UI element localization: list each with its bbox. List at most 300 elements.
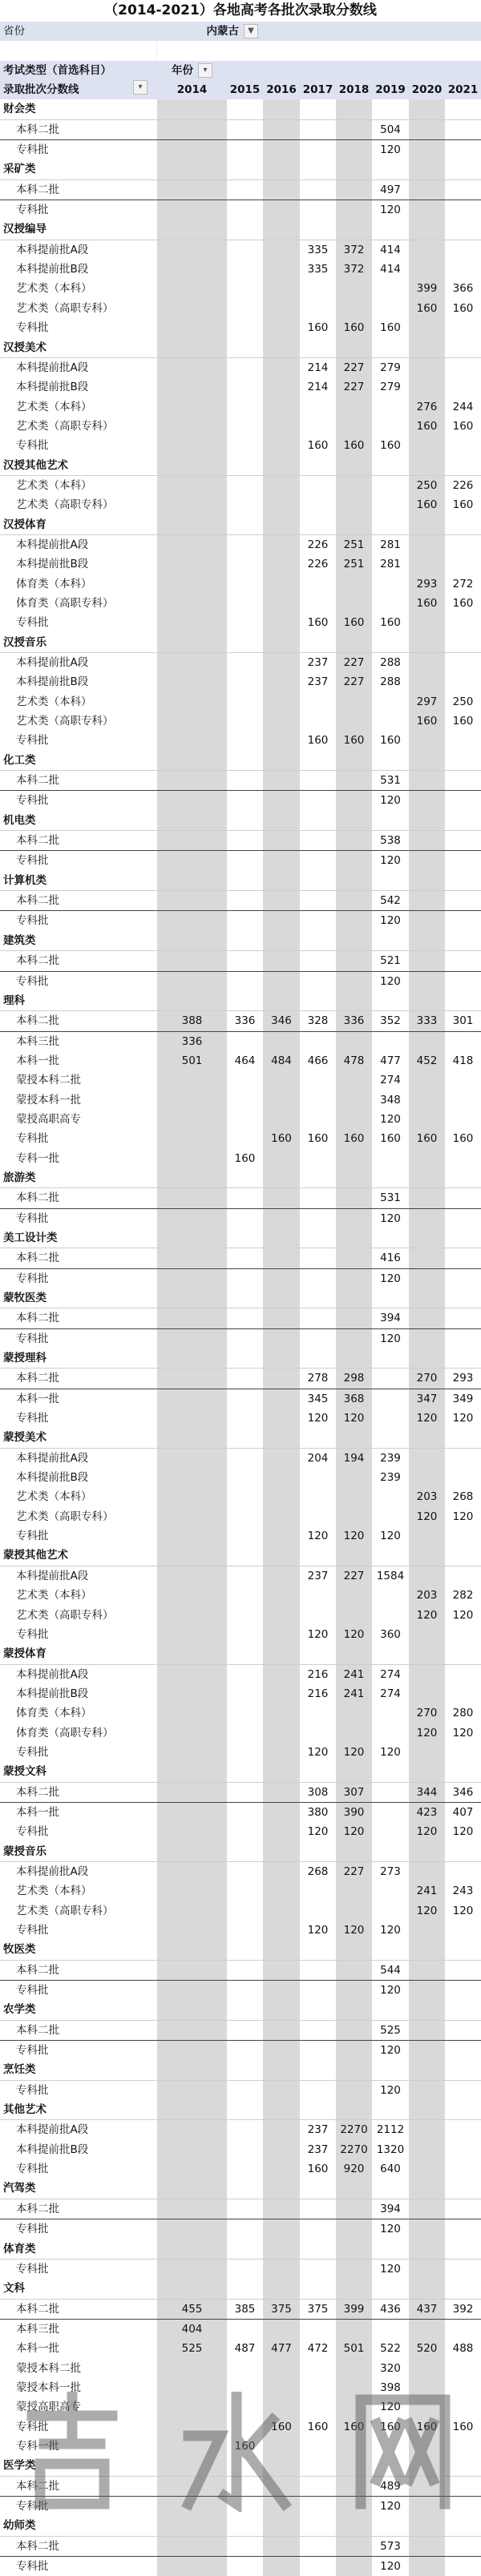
score-cell[interactable] <box>227 476 263 495</box>
score-cell[interactable] <box>227 1348 263 1368</box>
score-cell[interactable]: 281 <box>380 558 401 571</box>
score-cell[interactable] <box>263 1348 300 1368</box>
score-cell[interactable] <box>157 260 227 279</box>
score-cell[interactable]: 349 <box>452 1392 474 1405</box>
score-cell[interactable] <box>227 633 263 652</box>
score-cell[interactable] <box>227 1269 263 1288</box>
score-cell[interactable]: 488 <box>452 2342 474 2356</box>
category-label[interactable]: 化工类 <box>3 753 36 767</box>
score-cell[interactable] <box>445 1428 481 1447</box>
score-cell[interactable]: 250 <box>409 476 445 495</box>
score-cell[interactable] <box>409 2456 445 2475</box>
score-cell[interactable] <box>372 1606 409 1625</box>
score-cell[interactable] <box>409 2516 445 2535</box>
score-cell[interactable] <box>409 99 445 119</box>
score-cell[interactable]: 336 <box>157 1032 227 1051</box>
score-cell[interactable] <box>372 2516 409 2535</box>
score-cell[interactable] <box>227 1248 263 1268</box>
score-cell[interactable] <box>157 771 227 790</box>
score-cell[interactable] <box>157 2279 227 2298</box>
batch-label[interactable]: 专科批 <box>16 2044 49 2058</box>
score-cell[interactable] <box>336 1901 372 1921</box>
score-cell[interactable] <box>336 495 372 514</box>
score-cell[interactable] <box>227 613 263 632</box>
batch-label[interactable]: 蒙授本科一批 <box>16 1093 81 1107</box>
score-cell[interactable] <box>445 2537 481 2556</box>
score-cell[interactable] <box>157 140 227 159</box>
batch-label[interactable]: 专科批 <box>16 2560 49 2573</box>
batch-label[interactable]: 专科一批 <box>16 1151 59 1165</box>
score-cell[interactable] <box>445 2000 481 2019</box>
score-cell[interactable] <box>263 1723 300 1743</box>
score-cell[interactable] <box>409 1665 445 1684</box>
score-cell[interactable] <box>227 1487 263 1506</box>
score-cell[interactable] <box>445 1625 481 1644</box>
score-cell[interactable] <box>263 220 300 239</box>
score-cell[interactable] <box>227 1110 263 1129</box>
score-cell[interactable]: 368 <box>336 1389 372 1409</box>
batch-label[interactable]: 本科一批 <box>16 1392 59 1405</box>
score-cell[interactable]: 297 <box>409 692 445 712</box>
score-cell[interactable] <box>300 991 336 1010</box>
score-cell[interactable] <box>445 2557 481 2576</box>
score-cell[interactable] <box>263 1526 300 1546</box>
score-cell[interactable]: 203 <box>409 1487 445 1506</box>
score-cell[interactable] <box>445 731 481 750</box>
score-cell[interactable] <box>409 2239 445 2259</box>
score-cell[interactable] <box>445 2140 481 2159</box>
score-cell[interactable] <box>336 1586 372 1605</box>
score-cell[interactable]: 423 <box>409 1803 445 1822</box>
score-cell[interactable]: 160 <box>409 712 445 731</box>
score-cell[interactable] <box>263 1149 300 1168</box>
score-cell[interactable] <box>445 911 481 930</box>
score-cell[interactable] <box>409 831 445 850</box>
score-cell[interactable] <box>300 2081 336 2100</box>
score-cell[interactable]: 2270 <box>336 2140 372 2159</box>
score-cell[interactable] <box>445 1665 481 1684</box>
score-cell[interactable] <box>409 2041 445 2060</box>
score-cell[interactable] <box>445 1090 481 1110</box>
score-cell[interactable] <box>409 811 445 830</box>
score-cell[interactable] <box>227 2041 263 2060</box>
score-cell[interactable] <box>409 972 445 991</box>
score-cell[interactable] <box>336 1606 372 1625</box>
score-cell[interactable] <box>227 1129 263 1148</box>
category-label[interactable]: 牧医类 <box>3 1943 36 1957</box>
score-cell[interactable] <box>445 1348 481 1368</box>
score-cell[interactable] <box>409 1288 445 1308</box>
score-cell[interactable] <box>157 476 227 495</box>
score-cell[interactable] <box>157 1921 227 1940</box>
score-cell[interactable] <box>445 1684 481 1703</box>
score-cell[interactable] <box>300 692 336 712</box>
score-cell[interactable] <box>227 200 263 220</box>
score-cell[interactable] <box>336 1090 372 1110</box>
score-cell[interactable] <box>263 299 300 318</box>
score-cell[interactable]: 573 <box>380 2539 401 2553</box>
score-cell[interactable]: 160 <box>380 2420 401 2433</box>
score-cell[interactable] <box>372 1168 409 1187</box>
score-cell[interactable] <box>372 1369 409 1388</box>
score-cell[interactable]: 120 <box>307 1825 329 1839</box>
score-cell[interactable]: 120 <box>336 1822 372 1841</box>
score-cell[interactable] <box>263 1586 300 1605</box>
score-cell[interactable] <box>409 1842 445 1861</box>
score-cell[interactable] <box>445 1209 481 1228</box>
score-cell[interactable] <box>227 417 263 436</box>
score-cell[interactable]: 227 <box>336 1566 372 1586</box>
score-cell[interactable]: 1584 <box>376 1569 405 1582</box>
score-cell[interactable] <box>300 338 336 357</box>
score-cell[interactable] <box>445 931 481 950</box>
score-cell[interactable] <box>336 692 372 712</box>
score-cell[interactable] <box>409 672 445 691</box>
score-cell[interactable] <box>263 1369 300 1388</box>
score-cell[interactable] <box>227 2159 263 2179</box>
score-cell[interactable] <box>300 771 336 790</box>
score-cell[interactable]: 237 <box>307 1569 329 1582</box>
score-cell[interactable] <box>263 1032 300 1051</box>
score-cell[interactable]: 214 <box>307 381 329 394</box>
score-cell[interactable] <box>445 811 481 830</box>
score-cell[interactable] <box>263 1703 300 1723</box>
score-cell[interactable] <box>409 791 445 810</box>
score-cell[interactable] <box>409 851 445 870</box>
score-cell[interactable] <box>157 871 227 890</box>
score-cell[interactable]: 160 <box>380 1132 401 1146</box>
score-cell[interactable]: 477 <box>263 2339 300 2358</box>
score-cell[interactable] <box>409 140 445 159</box>
score-cell[interactable] <box>227 1308 263 1328</box>
score-cell[interactable] <box>263 535 300 554</box>
score-cell[interactable] <box>409 180 445 200</box>
score-cell[interactable] <box>157 2239 227 2259</box>
score-cell[interactable]: 120 <box>380 143 401 157</box>
batch-label[interactable]: 本科提前批A段 <box>16 538 89 551</box>
score-cell[interactable] <box>445 358 481 377</box>
score-cell[interactable] <box>300 594 336 613</box>
score-cell[interactable]: 251 <box>336 535 372 554</box>
score-cell[interactable]: 501 <box>157 1051 227 1070</box>
score-cell[interactable] <box>263 2120 300 2139</box>
score-cell[interactable] <box>300 2359 336 2378</box>
score-cell[interactable] <box>263 1901 300 1921</box>
score-cell[interactable] <box>227 1644 263 1663</box>
batch-label[interactable]: 本科提前批B段 <box>16 1471 89 1485</box>
score-cell[interactable] <box>409 2199 445 2219</box>
score-cell[interactable]: 227 <box>336 358 372 377</box>
score-cell[interactable] <box>336 2279 372 2298</box>
score-cell[interactable]: 521 <box>380 954 401 968</box>
category-label[interactable]: 蒙授理科 <box>3 1352 46 1365</box>
score-cell[interactable] <box>372 1644 409 1663</box>
batch-label[interactable]: 专科批 <box>16 2083 49 2097</box>
score-cell[interactable] <box>227 1209 263 1228</box>
score-cell[interactable] <box>336 2100 372 2119</box>
score-cell[interactable]: 478 <box>336 1051 372 1070</box>
score-cell[interactable] <box>227 495 263 514</box>
score-cell[interactable]: 399 <box>409 279 445 298</box>
batch-label[interactable]: 专科批 <box>16 2499 49 2513</box>
score-cell[interactable] <box>227 2279 263 2298</box>
score-cell[interactable] <box>263 436 300 455</box>
batch-label[interactable]: 本科提前批A段 <box>16 1569 89 1582</box>
score-cell[interactable] <box>445 120 481 139</box>
score-cell[interactable] <box>263 554 300 574</box>
score-cell[interactable] <box>445 140 481 159</box>
year-dropdown-icon[interactable]: ▾ <box>198 63 212 78</box>
score-cell[interactable]: 2112 <box>376 2123 405 2137</box>
score-cell[interactable] <box>263 1940 300 1959</box>
score-cell[interactable] <box>263 318 300 337</box>
batch-label[interactable]: 本科提前批B段 <box>16 558 89 571</box>
score-cell[interactable] <box>157 2417 227 2437</box>
score-cell[interactable]: 160 <box>452 498 474 512</box>
batch-label[interactable]: 专科批 <box>16 2420 49 2433</box>
score-cell[interactable]: 160 <box>409 417 445 436</box>
score-cell[interactable] <box>157 417 227 436</box>
score-cell[interactable] <box>157 653 227 672</box>
score-cell[interactable]: 160 <box>409 594 445 613</box>
score-cell[interactable] <box>409 436 445 455</box>
score-cell[interactable] <box>157 1468 227 1487</box>
batch-field[interactable] <box>0 80 157 99</box>
score-cell[interactable] <box>263 476 300 495</box>
batch-label[interactable]: 艺术类（高职专科） <box>16 715 114 728</box>
score-cell[interactable] <box>263 1546 300 1565</box>
score-cell[interactable] <box>300 911 336 930</box>
score-cell[interactable] <box>157 1487 227 1506</box>
score-cell[interactable]: 416 <box>380 1252 401 1265</box>
score-cell[interactable]: 280 <box>452 1707 474 1720</box>
score-cell[interactable] <box>372 931 409 950</box>
score-cell[interactable] <box>157 1228 227 1248</box>
score-cell[interactable] <box>300 1842 336 1861</box>
score-cell[interactable] <box>300 891 336 910</box>
score-cell[interactable] <box>372 220 409 239</box>
score-cell[interactable] <box>157 2456 227 2475</box>
category-label[interactable]: 计算机类 <box>3 873 46 887</box>
score-cell[interactable] <box>157 731 227 750</box>
batch-label[interactable]: 专科批 <box>16 2262 49 2276</box>
batch-label[interactable]: 本科二批 <box>16 1191 59 1205</box>
score-cell[interactable] <box>263 417 300 436</box>
score-cell[interactable] <box>263 1842 300 1861</box>
score-cell[interactable] <box>227 771 263 790</box>
score-cell[interactable] <box>227 1625 263 1644</box>
score-cell[interactable] <box>445 2021 481 2040</box>
score-cell[interactable] <box>336 811 372 830</box>
score-cell[interactable] <box>157 99 227 119</box>
score-cell[interactable]: 250 <box>452 695 474 708</box>
score-cell[interactable] <box>336 159 372 179</box>
score-cell[interactable] <box>227 2000 263 2019</box>
batch-label[interactable]: 专科批 <box>16 143 49 157</box>
score-cell[interactable] <box>157 1881 227 1901</box>
score-cell[interactable] <box>227 1803 263 1822</box>
score-cell[interactable]: 216 <box>307 1667 329 1681</box>
score-cell[interactable]: 120 <box>380 1332 401 1345</box>
batch-dropdown-icon[interactable]: ▾ <box>133 80 148 95</box>
score-cell[interactable] <box>263 1961 300 1980</box>
score-cell[interactable] <box>227 1586 263 1605</box>
score-cell[interactable]: 1320 <box>376 2143 405 2156</box>
score-cell[interactable] <box>157 1428 227 1447</box>
score-cell[interactable] <box>227 159 263 179</box>
batch-label[interactable]: 蒙授本科一批 <box>16 2380 81 2394</box>
batch-label[interactable]: 艺术类（高职专科） <box>16 498 114 512</box>
score-cell[interactable]: 120 <box>307 1924 329 1937</box>
score-cell[interactable] <box>445 1921 481 1940</box>
score-cell[interactable] <box>300 1468 336 1487</box>
score-cell[interactable] <box>227 1070 263 1090</box>
score-cell[interactable] <box>227 2397 263 2417</box>
score-cell[interactable] <box>157 358 227 377</box>
score-cell[interactable] <box>445 2516 481 2535</box>
score-cell[interactable] <box>336 2239 372 2259</box>
score-cell[interactable]: 542 <box>380 894 401 908</box>
score-cell[interactable] <box>227 1090 263 1110</box>
score-cell[interactable] <box>445 972 481 991</box>
score-cell[interactable] <box>157 1507 227 1526</box>
score-cell[interactable] <box>263 279 300 298</box>
score-cell[interactable]: 160 <box>409 1129 445 1148</box>
score-cell[interactable] <box>263 120 300 139</box>
batch-label[interactable]: 本科提前批B段 <box>16 263 89 276</box>
score-cell[interactable] <box>263 180 300 200</box>
score-cell[interactable] <box>336 1644 372 1663</box>
score-cell[interactable] <box>157 1703 227 1723</box>
score-cell[interactable] <box>157 1842 227 1861</box>
score-cell[interactable] <box>409 1348 445 1368</box>
score-cell[interactable]: 120 <box>380 854 401 868</box>
score-cell[interactable] <box>227 220 263 239</box>
score-cell[interactable] <box>409 2537 445 2556</box>
score-cell[interactable] <box>227 377 263 397</box>
score-cell[interactable] <box>445 613 481 632</box>
category-label[interactable]: 汉授编导 <box>3 223 46 236</box>
score-cell[interactable] <box>227 240 263 260</box>
score-cell[interactable] <box>300 180 336 200</box>
score-cell[interactable] <box>372 476 409 495</box>
score-cell[interactable]: 120 <box>336 1921 372 1940</box>
score-cell[interactable] <box>157 1665 227 1684</box>
score-cell[interactable] <box>227 1665 263 1684</box>
score-cell[interactable]: 452 <box>409 1051 445 1070</box>
score-cell[interactable] <box>336 1032 372 1051</box>
score-cell[interactable]: 455 <box>157 2300 227 2319</box>
score-cell[interactable]: 160 <box>380 616 401 630</box>
score-cell[interactable]: 497 <box>380 183 401 196</box>
score-cell[interactable] <box>157 1149 227 1168</box>
score-cell[interactable]: 392 <box>452 2302 474 2316</box>
batch-label[interactable]: 本科三批 <box>16 1034 59 1048</box>
score-cell[interactable] <box>336 791 372 810</box>
batch-label[interactable]: 本科提前批A段 <box>16 1451 89 1465</box>
score-cell[interactable] <box>336 972 372 991</box>
score-cell[interactable] <box>300 2279 336 2298</box>
batch-label[interactable]: 艺术类（本科） <box>16 478 92 492</box>
score-cell[interactable] <box>157 2159 227 2179</box>
score-cell[interactable] <box>157 1644 227 1663</box>
province-filter[interactable] <box>157 22 263 41</box>
score-cell[interactable] <box>445 436 481 455</box>
score-cell[interactable] <box>336 220 372 239</box>
category-label[interactable]: 农学类 <box>3 2003 36 2017</box>
score-cell[interactable] <box>300 1110 336 1129</box>
score-cell[interactable]: 407 <box>452 1805 474 1819</box>
score-cell[interactable] <box>300 2437 336 2456</box>
score-cell[interactable]: 347 <box>409 1389 445 1409</box>
score-cell[interactable] <box>227 436 263 455</box>
score-cell[interactable] <box>157 1546 227 1565</box>
score-cell[interactable] <box>227 1684 263 1703</box>
score-cell[interactable] <box>300 2239 336 2259</box>
score-cell[interactable] <box>372 2456 409 2475</box>
score-cell[interactable] <box>372 811 409 830</box>
score-cell[interactable] <box>263 2279 300 2298</box>
score-cell[interactable]: 531 <box>380 1191 401 1205</box>
score-cell[interactable] <box>409 1269 445 1288</box>
score-cell[interactable] <box>157 2060 227 2079</box>
score-cell[interactable] <box>445 791 481 810</box>
batch-label[interactable]: 艺术类（本科） <box>16 400 92 413</box>
score-cell[interactable] <box>157 692 227 712</box>
score-cell[interactable] <box>157 1090 227 1110</box>
score-cell[interactable]: 160 <box>263 1129 300 1148</box>
score-cell[interactable]: 160 <box>380 321 401 335</box>
score-cell[interactable]: 418 <box>452 1054 474 1067</box>
score-cell[interactable] <box>409 260 445 279</box>
category-label[interactable]: 财会类 <box>3 103 36 116</box>
batch-label[interactable]: 蒙授本科二批 <box>16 2361 81 2375</box>
score-cell[interactable] <box>336 891 372 910</box>
batch-label[interactable]: 艺术类（高职专科） <box>16 1510 114 1523</box>
score-cell[interactable]: 640 <box>380 2163 401 2176</box>
score-cell[interactable] <box>300 1149 336 1168</box>
score-cell[interactable]: 160 <box>380 734 401 748</box>
score-cell[interactable] <box>157 1961 227 1980</box>
score-cell[interactable] <box>227 1921 263 1940</box>
batch-label[interactable]: 本科二批 <box>16 954 59 968</box>
score-cell[interactable] <box>300 1329 336 1348</box>
score-cell[interactable] <box>263 1428 300 1447</box>
score-cell[interactable] <box>409 1110 445 1129</box>
score-cell[interactable] <box>409 1428 445 1447</box>
score-cell[interactable] <box>372 1803 409 1822</box>
batch-label[interactable]: 专科一批 <box>16 2439 59 2453</box>
score-cell[interactable]: 237 <box>307 2123 329 2137</box>
score-cell[interactable]: 120 <box>452 1904 474 1917</box>
score-cell[interactable] <box>263 2359 300 2378</box>
score-cell[interactable] <box>227 1723 263 1743</box>
score-cell[interactable]: 216 <box>307 1687 329 1700</box>
score-cell[interactable]: 120 <box>452 1825 474 1839</box>
score-cell[interactable] <box>445 2260 481 2279</box>
score-cell[interactable] <box>227 1389 263 1409</box>
score-cell[interactable] <box>263 731 300 750</box>
score-cell[interactable] <box>445 672 481 691</box>
score-cell[interactable] <box>227 279 263 298</box>
batch-label[interactable]: 本科二批 <box>16 774 59 788</box>
score-cell[interactable] <box>445 1228 481 1248</box>
batch-label[interactable]: 艺术类（高职专科） <box>16 1904 114 1917</box>
score-cell[interactable] <box>409 1526 445 1546</box>
batch-label[interactable]: 专科批 <box>16 204 49 217</box>
score-cell[interactable]: 390 <box>336 1803 372 1822</box>
score-cell[interactable] <box>300 1487 336 1506</box>
